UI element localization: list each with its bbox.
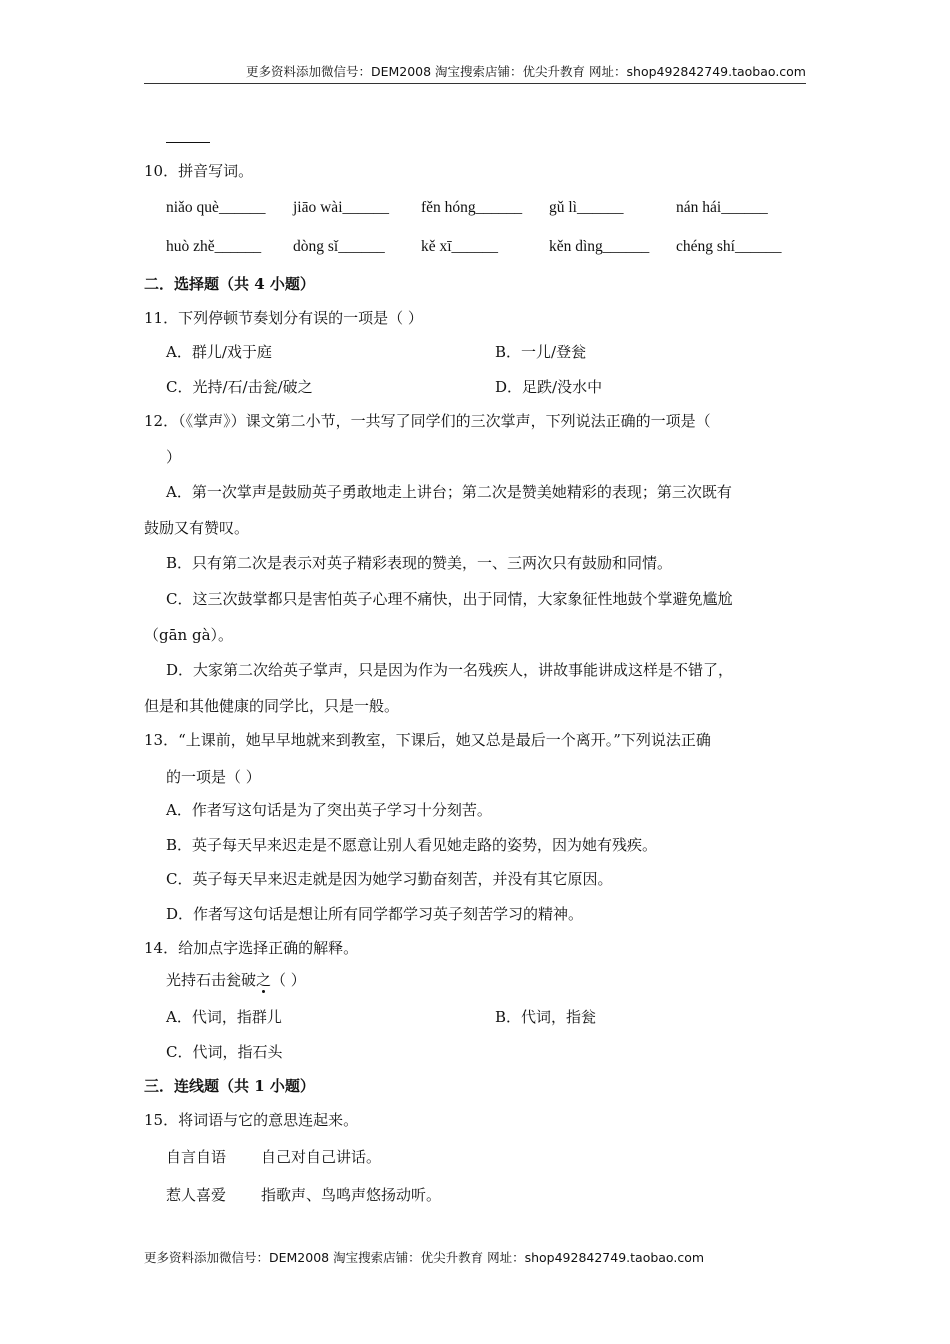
pinyin-item: chéng shí______	[676, 238, 782, 255]
q11-option-d: D．足跌/没水中	[495, 378, 603, 396]
q11-option-b: B．一儿/登瓮	[495, 343, 587, 361]
pinyin-item: nán hái______	[676, 199, 768, 216]
q12-option-c: C．这三次鼓掌都只是害怕英子心理不痛快，出于同情，大家象征性地鼓个掌避免尴尬	[166, 590, 733, 608]
section-title-choice: 二．选择题（共 4 小题）	[144, 275, 315, 293]
q14-stem: 14．给加点字选择正确的解释。	[144, 939, 359, 957]
q11-option-c: C．光持/石/击瓮/破之	[166, 378, 313, 396]
q15-stem: 15．将词语与它的意思连起来。	[144, 1111, 359, 1129]
q15-meaning: 指歌声、鸟鸣声悠扬动听。	[261, 1186, 442, 1204]
q13-stem: 13．“上课前，她早早地就来到教室，下课后，她又总是最后一个离开。”下列说法正确	[144, 731, 711, 749]
pinyin-item: dòng sǐ______	[293, 238, 385, 255]
q12-stem-end: ）	[166, 448, 182, 466]
q12-option-d: D．大家第二次给英子掌声，只是因为作为一名残疾人，讲故事能讲成这样是不错了，	[166, 661, 734, 679]
q14-sentence-post: （ ）	[271, 971, 306, 989]
answer-blank	[166, 128, 210, 148]
q12-option-b: B．只有第二次是表示对英子精彩表现的赞美，一、三两次只有鼓励和同情。	[166, 554, 673, 572]
q12-option-d-cont: 但是和其他健康的同学比，只是一般。	[144, 697, 400, 715]
page-header: 更多资料添加微信号：DEM2008 淘宝搜索店铺：优尖升教育 网址：shop492842749.taobao.com	[144, 62, 806, 84]
q12-option-c-cont: （gān gà）。	[144, 626, 234, 644]
q14-option-c: C．代词，指石头	[166, 1043, 283, 1061]
pinyin-item: jiāo wài______	[293, 199, 389, 216]
pinyin-item: fěn hóng______	[421, 199, 523, 216]
q15-word: 惹人喜爱	[166, 1186, 227, 1204]
q11-stem: 11．下列停顿节奏划分有误的一项是（ ）	[144, 309, 423, 327]
q10-title: 10．拼音写词。	[144, 162, 254, 180]
q14-dotted-char: 之	[256, 971, 272, 989]
q14-option-a: A．代词，指群儿	[166, 1008, 282, 1026]
q12-option-a: A．第一次掌声是鼓励英子勇敢地走上讲台；第二次是赞美她精彩的表现；第三次既有	[166, 483, 732, 501]
q13-option-c: C．英子每天早来迟走就是因为她学习勤奋刻苦，并没有其它原因。	[166, 870, 613, 888]
pinyin-item: niǎo què______	[166, 199, 266, 216]
pinyin-item: kěn dìng______	[549, 238, 650, 255]
q13-stem-cont: 的一项是（ ）	[166, 768, 261, 786]
q13-option-d: D．作者写这句话是想让所有同学都学习英子刻苦学习的精神。	[166, 905, 584, 923]
q14-sentence-pre: 光持石击瓮破	[166, 971, 257, 989]
q13-option-b: B．英子每天早来迟走是不愿意让别人看见她走路的姿势，因为她有残疾。	[166, 836, 658, 854]
q13-option-a: A．作者写这句话是为了突出英子学习十分刻苦。	[166, 801, 492, 819]
q14-sentence	[166, 970, 306, 990]
q15-word: 自言自语	[166, 1148, 227, 1166]
q15-meaning: 自己对自己讲话。	[261, 1148, 382, 1166]
page-footer: 更多资料添加微信号：DEM2008 淘宝搜索店铺：优尖升教育 网址：shop492842749.taobao.com	[144, 1250, 705, 1265]
section-title-matching: 三．连线题（共 1 小题）	[144, 1077, 315, 1095]
pinyin-item: gǔ lì______	[549, 199, 624, 216]
q12-option-a-cont: 鼓励又有赞叹。	[144, 519, 250, 537]
q14-option-b: B．代词，指瓮	[495, 1008, 597, 1026]
q11-option-a: A．群儿/戏于庭	[166, 343, 272, 361]
q12-stem: 12．（《掌声》）课文第二小节，一共写了同学们的三次掌声，下列说法正确的一项是（	[144, 412, 711, 430]
pinyin-item: kě xī______	[421, 238, 499, 255]
pinyin-item: huò zhě______	[166, 238, 262, 255]
